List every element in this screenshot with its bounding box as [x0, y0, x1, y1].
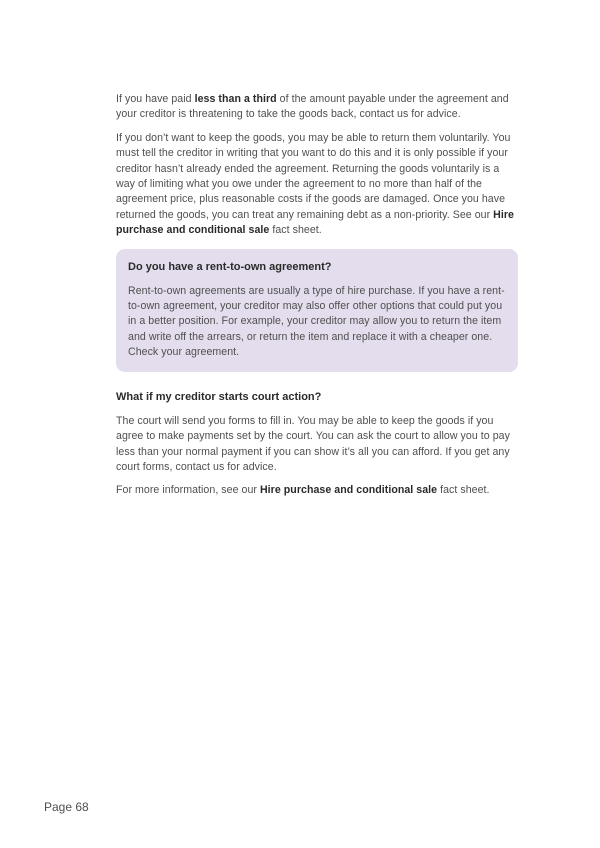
- callout-title: Do you have a rent-to-own agreement?: [128, 260, 332, 273]
- fact-sheet-link[interactable]: Hire purchase and conditional sale: [116, 208, 514, 237]
- text-run: of the amount payable under the agreement and your creditor is threatening to take the goods back, contact us for advice.: [116, 93, 509, 121]
- page-content: [116, 92, 518, 507]
- emphasis-less-than-third: less than a third: [194, 93, 277, 105]
- text-run: For more information, see our: [116, 484, 260, 497]
- paragraph-less-than-third: [116, 92, 518, 123]
- text-run: fact sheet.: [269, 224, 322, 237]
- callout-body: Rent-to-own agreements are usually a type of hire purchase. If you have a rent-to-own agreement, your creditor may also offer other options that could put you in a better position. For example, your creditor may allow you to return the item and write off the arrears, or return the item and replace it with a cheaper one. Check your agreement.: [128, 284, 505, 359]
- text-run: If you don’t want to keep the goods, you may be able to return them voluntarily. You must tell the creditor in writing that you want to do this and it is only possible if your creditor hasn’t already ended the agreement. Returning the goods voluntarily is a way of limiting what you owe under the agreement to no more than half of the agreement price, plus reasonable costs if the goods are damaged. Once you have returned the goods, you can treat any remaining debt as a non-priority. See our: [116, 131, 511, 221]
- text-run: If you have paid: [116, 93, 195, 105]
- paragraph-court-forms: The court will send you forms to fill in. You may be able to keep the goods if you agree to make payments set by the court. You can ask the court to allow you to pay less than your normal payment if you can show it’s all you can afford. If you get any court forms, contact us for advice.: [116, 414, 510, 473]
- paragraph-more-info: [116, 483, 518, 498]
- rent-to-own-callout: [116, 249, 518, 372]
- fact-sheet-link[interactable]: Hire purchase and conditional sale: [259, 484, 438, 497]
- text-run: fact sheet.: [437, 484, 490, 497]
- page-number: Page 68: [44, 800, 89, 814]
- section-heading-court-action: What if my creditor starts court action?: [116, 390, 322, 403]
- paragraph-return-goods: [116, 131, 518, 239]
